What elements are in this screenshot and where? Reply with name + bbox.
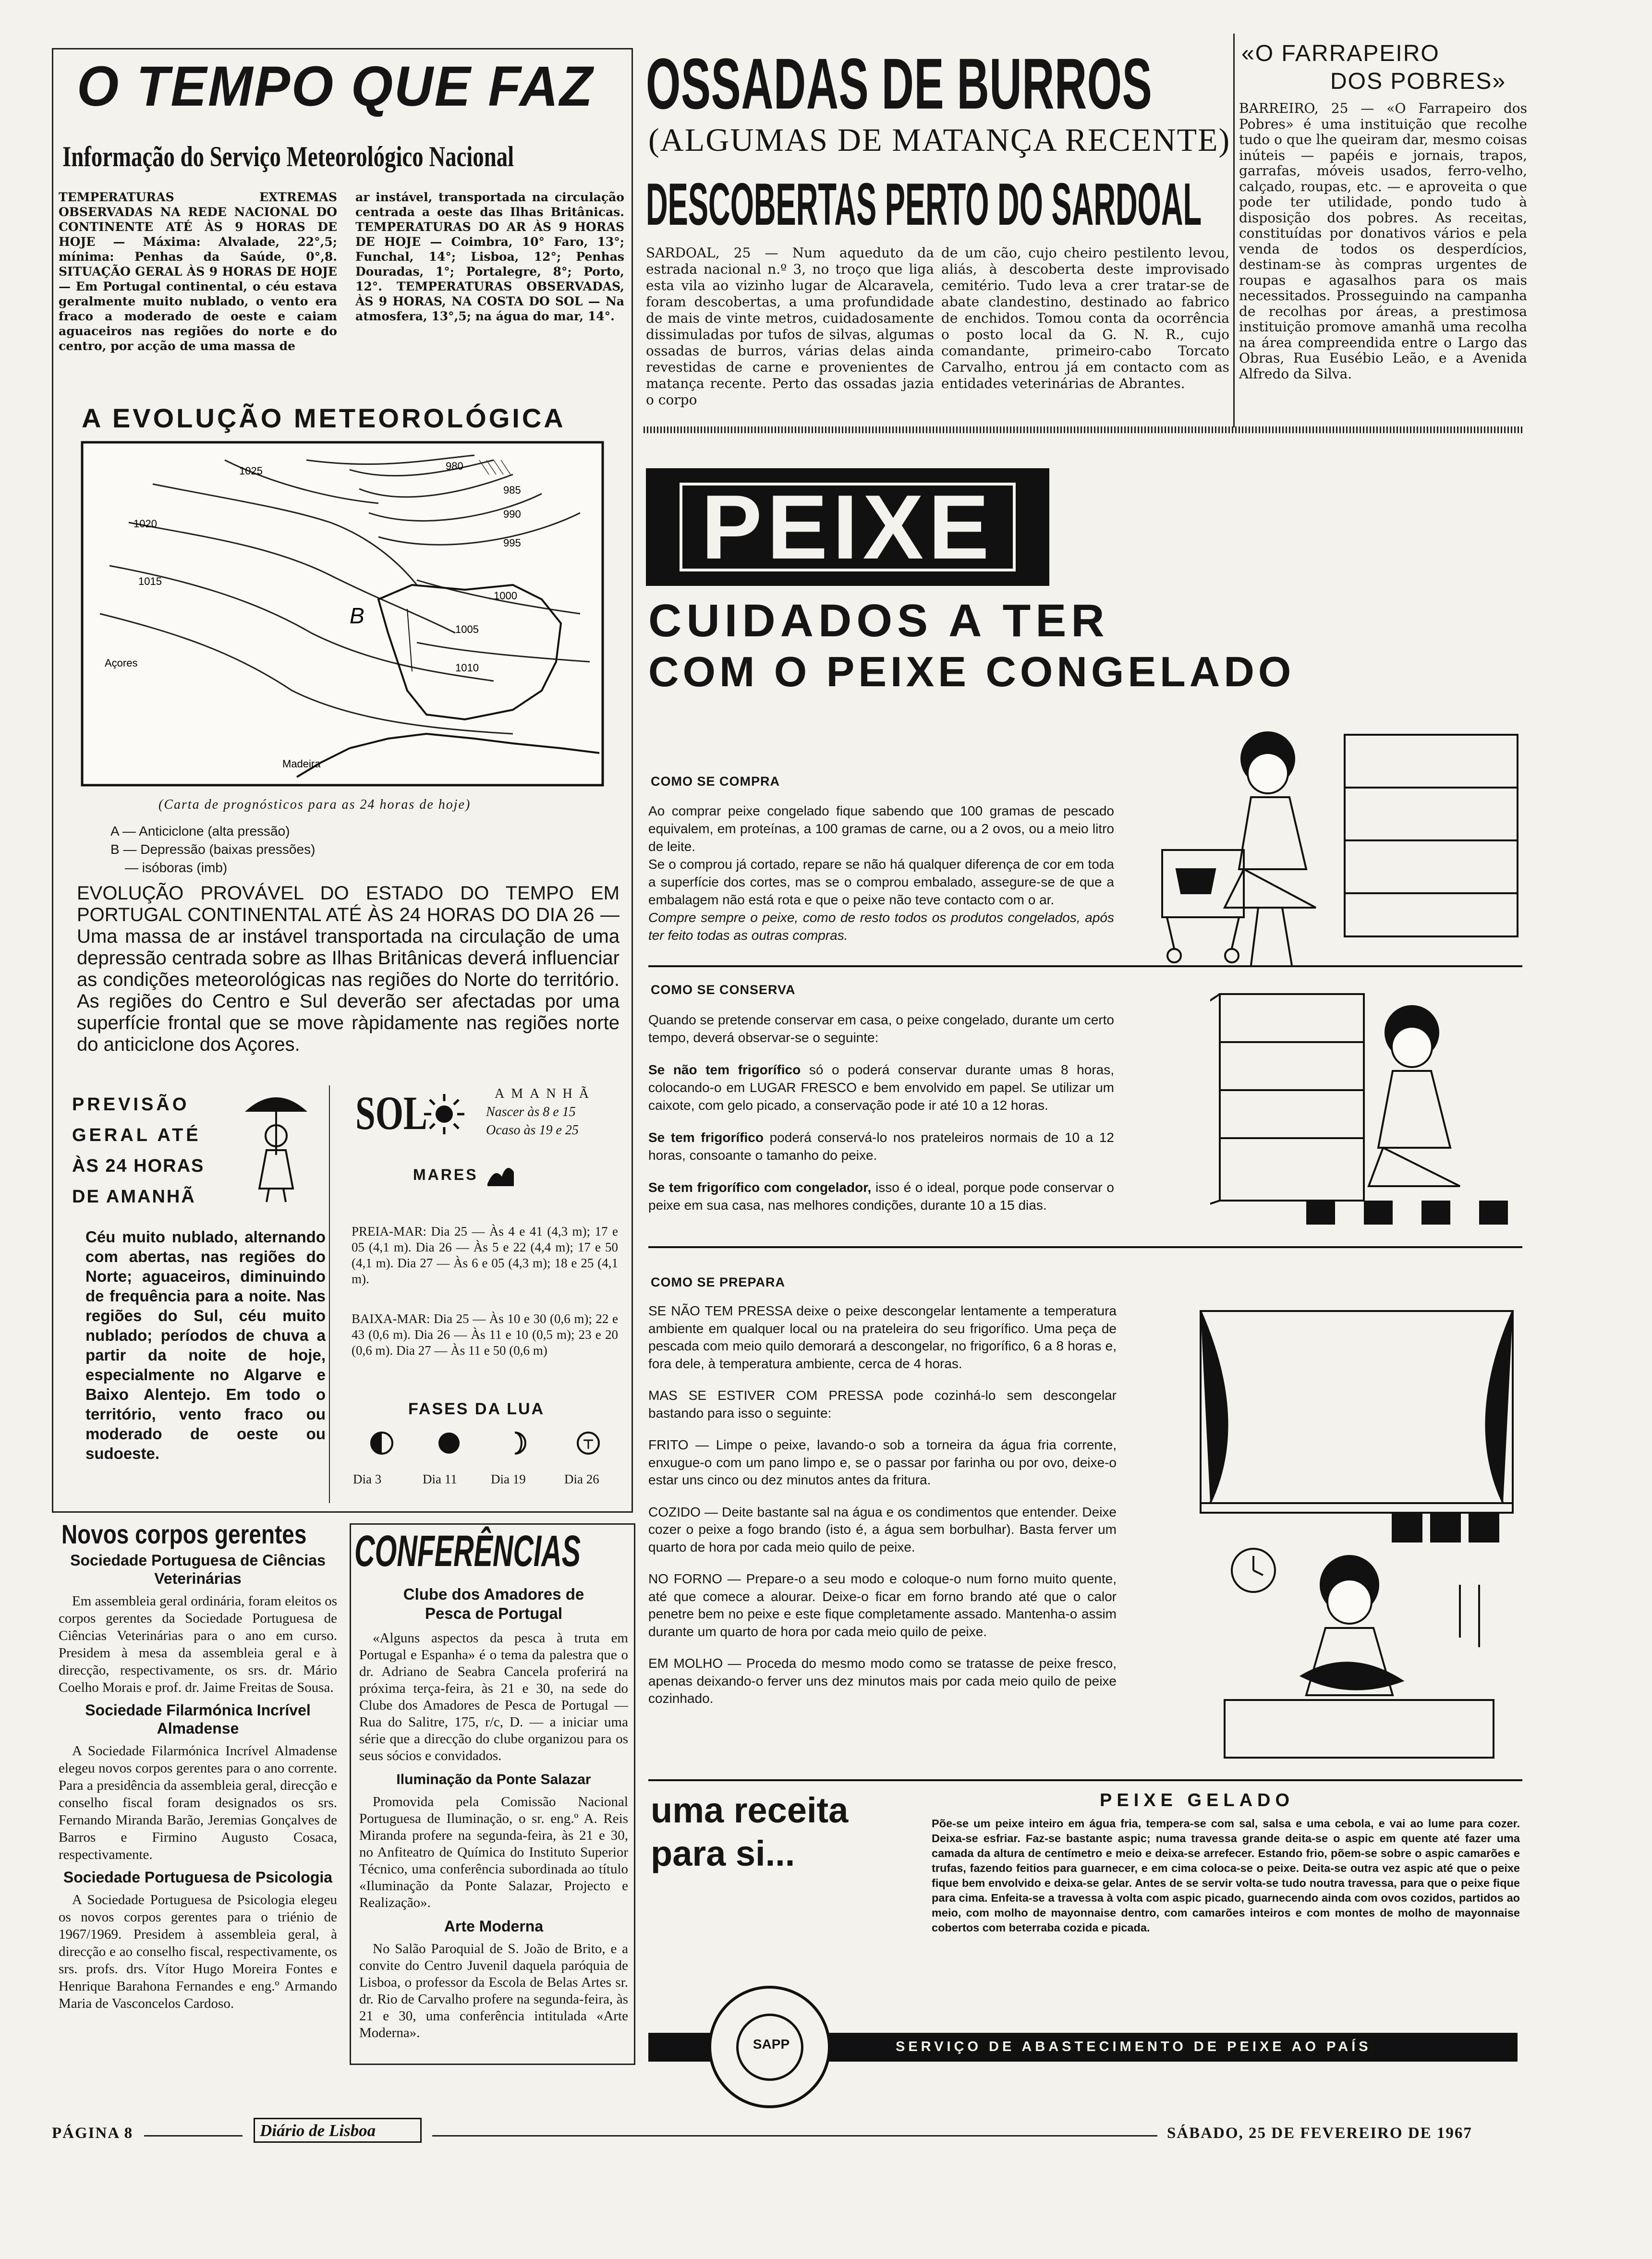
corpos-h2: Sociedade Filarmónica Incrível Almadense bbox=[85, 1701, 311, 1737]
peixe-banner bbox=[646, 468, 1049, 586]
conf-p2: Promovida pela Comissão Nacional Portuguesa de Iluminação, o sr. eng.º A. Reis Miranda profere na segunda-feira, às 21 e 30, no Anfiteatro de Química do Instituto Superior Técnico, uma conferência subordinada ao título «Iluminação da Ponte Salazar, Projecto e Realização». bbox=[359, 1794, 628, 1910]
moon-day-2: Dia 11 bbox=[423, 1472, 457, 1486]
legend-isobars: — isóboras (imb) bbox=[125, 860, 228, 875]
evolution-text: EVOLUÇÃO PROVÁVEL DO ESTADO DO TEMPO EM PORTUGAL CONTINENTAL ATÉ ÀS 24 HORAS DO DIA 26 — Uma massa de ar instável transportada na circulação de uma depressão centrada sobre as Ilhas Britânicas deverá influenciar as condições meteorológicas nas regiões do Norte do território. As regiões do Centro e Sul deverão ser afectadas por uma superfície frontal que se move ràpidamente nas regiões norte do anticiclone dos Açores. bbox=[77, 883, 620, 1055]
weather-title: O TEMPO QUE FAZ bbox=[77, 55, 594, 118]
legend-a: A — Anticiclone (alta pressão) bbox=[110, 824, 290, 838]
conf-p3: No Salão Paroquial de S. João de Brito, e a convite do Centro Juvenil daquela paróquia de Lisboa, o professor da Escola de Belas Artes sr. dr. Rio de Carvalho profere na segunda-feira, às 21 e 30, uma conferência intitulada «Arte Moderna». bbox=[359, 1941, 628, 2040]
moon-day-4: Dia 26 bbox=[564, 1472, 599, 1486]
sunrise-text: Nascer às 8 e 15 bbox=[486, 1105, 576, 1119]
peixe-headline-1: CUIDADOS A TER bbox=[648, 595, 1109, 646]
sapp-slogan: SERVIÇO DE ABASTECIMENTO DE PEIXE AO PAÍS bbox=[896, 2039, 1372, 2054]
forecast-text: Céu muito nublado, alternando com abertas, nas regiões do Norte; aguaceiros, diminuindo de frequência para a noite. Nas regiões do Sul, céu muito nublado; períodos de chuva a partir da noite de hoje, especialmente no Algarve e Baixo Alentejo. Em todo o território, vento fraco ou moderado de oeste ou sudoeste. bbox=[85, 1228, 326, 1462]
moon-phases bbox=[351, 1429, 620, 1496]
s3-title: COMO SE PREPARA bbox=[651, 1275, 786, 1289]
svg-text:1000: 1000 bbox=[494, 590, 517, 602]
conf-h3: Arte Moderna bbox=[444, 1918, 544, 1935]
moon-day-3: Dia 19 bbox=[491, 1472, 526, 1486]
s1-divider bbox=[648, 965, 1522, 967]
fases-lua-label: FASES DA LUA bbox=[408, 1400, 545, 1418]
s1-title: COMO SE COMPRA bbox=[651, 774, 780, 789]
sol-label: SOL bbox=[355, 1086, 428, 1140]
svg-text:1025: 1025 bbox=[239, 465, 263, 477]
crescent-moon-icon bbox=[504, 1429, 533, 1457]
receita-text: Põe-se um peixe inteiro em água fria, tempera-se com sal, salsa e uma cebola, e vai ao lume para cozer. Deixa-se esfriar. Faz-se bastante aspic; numa travessa grande deita-se o aspic em quente até fazer uma camada da altura de centímetro e meio e deixa-se arrefecer. Estando frio, põem-se sobre o aspic camarões e trufas, fazendo feitios para guarnecer, e em cima coloca-se o peixe. Deita-se outra vez aspic até que o peixe fique bem envolvido e deixa-se gelar. Antes de se servir volta-se tudo noutra travessa, para que o peixe fique para cima. Enfeita-se a travessa à volta com aspic picado, guarnecendo ainda com ovos cozidos, partidos ao meio, com molho de mayonnaise dentro, com camarões inteiros e com montes de molho de mayonnaise cobertos com beterraba cozida e picada. bbox=[932, 1817, 1520, 1934]
conferencias-title: CONFERÊNCIAS bbox=[354, 1527, 581, 1576]
corpos-h3: Sociedade Portuguesa de Psicologia bbox=[63, 1869, 333, 1886]
footer-page: PÁGINA 8 bbox=[52, 2125, 134, 2142]
conf-h2: Iluminação da Ponte Salazar bbox=[396, 1772, 591, 1787]
conferencias-body bbox=[359, 1585, 628, 2041]
ossadas-subhead: (ALGUMAS DE MATANÇA RECENTE) bbox=[648, 121, 1231, 158]
footer-rule-left bbox=[144, 2135, 243, 2137]
ossadas-headline: OSSADAS DE BURROS bbox=[646, 43, 1153, 124]
sapp-logo-text: SAPP bbox=[753, 2037, 790, 2052]
map-label-b: B bbox=[350, 603, 364, 628]
map-frame bbox=[82, 442, 603, 785]
weather-subtitle: Informação do Serviço Meteorológico Nacional bbox=[62, 141, 514, 172]
sapp-logo bbox=[708, 1986, 831, 2108]
evolution-heading: A EVOLUÇÃO METEOROLÓGICA bbox=[82, 403, 566, 433]
farrapeiro-title-1: «O FARRAPEIRO bbox=[1241, 41, 1440, 66]
new-moon-icon bbox=[435, 1429, 463, 1457]
legend-b: B — Depressão (baixas pressões) bbox=[110, 842, 316, 857]
column-rule bbox=[1233, 34, 1235, 427]
moon-day-1: Dia 3 bbox=[353, 1472, 382, 1486]
forecast-divider bbox=[329, 1085, 330, 1503]
corpos-title: Novos corpos gerentes bbox=[61, 1519, 307, 1549]
s1-body: Ao comprar peixe congelado fique sabendo que 100 gramas de pescado equivalem, em proteínas, a 100 gramas de carne, ou a 2 ovos, ou a meio litro de leite. Se o comprou já cortado, repare se não há qualquer diferença de cor em toda a superfície dos cortes, mas se o comprou embalado, assegure-se de que a embalagem não está rota e que o peixe não teve contacto com o ar. Compre sempre o peixe, como de resto todos os produtos congelados, após ter feito todas as outras compras. bbox=[648, 803, 1114, 943]
receita-title: PEIXE GELADO bbox=[1100, 1790, 1295, 1810]
receita-label: uma receita para si... bbox=[651, 1790, 849, 1873]
s2-title: COMO SE CONSERVA bbox=[651, 983, 796, 997]
ossadas-col1: SARDOAL, 25 — Num aqueduto da estrada nacional n.º 3, no troço que liga esta vila ao vizinho lugar de Alcaravela, foram descobertas, a uma profundidade de mais de vinte metros, cuidadosamente dissimuladas por tufos de silvas, algumas ossadas de burros, várias delas ainda revestidas de carne e provenientes de matança recente. Perto das ossadas jazia o corpo bbox=[646, 245, 934, 408]
corpos-body bbox=[59, 1551, 337, 2012]
waves-icon bbox=[485, 1157, 519, 1191]
conf-h1: Clube dos Amadores de Pesca de Portugal bbox=[403, 1585, 584, 1622]
footer-masthead bbox=[254, 2118, 422, 2143]
kitchen-illustration bbox=[1191, 1301, 1522, 1762]
map-label-acores: Açores bbox=[105, 657, 138, 669]
svg-text:985: 985 bbox=[503, 484, 521, 496]
farrapeiro-text: BARREIRO, 25 — «O Farrapeiro dos Pobres» é uma instituição que recolhe tudo o que lhe queiram dar, mesmo coisas inúteis — papéis e jornais, trapos, garrafas, móveis usados, ferro-velho, calçado, roupas, etc. — e aproveita o que pode ter utilidade, pondo tudo à disposição dos pobres. As receitas, constituídas por donativos vários e pela venda de todos os desperdícios, destinam-se às compras urgentes de roupas e agasalhos para os mais necessitados. Prosseguindo na campanha de recolhas por áreas, a prestimosa instituição promove amanhã uma recolha na área compreendida entre o Largo das Obras, Rua Eusébio Leão, e a Avenida Alfredo da Silva. bbox=[1239, 100, 1527, 382]
peixe-headline-2: COM O PEIXE CONGELADO bbox=[648, 648, 1295, 695]
svg-text:1005: 1005 bbox=[455, 623, 479, 635]
svg-text:995: 995 bbox=[503, 537, 521, 549]
footer-paper-name: Diário de Lisboa bbox=[260, 2121, 376, 2140]
corpos-p3: A Sociedade Portuguesa de Psicologia elegeu os novos corpos gerentes para o triénio de 1967/1969. Presidem à assembleia geral, à direcção e ao conselho fiscal, respectivamente, os srs. profs. drs. Vítor Hugo Moreira Fontes e Henrique Barahona Fernandes e eng.º Armando Maria de Vasconcelos Cardoso. bbox=[59, 1892, 337, 2011]
map-caption: (Carta de prognósticos para as 24 horas de hoje) bbox=[158, 797, 471, 812]
map-label-madeira: Madeira bbox=[282, 758, 321, 770]
preia-mar-text: PREIA-MAR: Dia 25 — Às 4 e 41 (4,3 m); 17 e 05 (4,1 m). Dia 26 — Às 5 e 22 (4,4 m); 17 e 50 (4,1 m). Dia 27 — Às 6 e 05 (4,3 m); 18 e 25 (4,1 m). bbox=[352, 1224, 618, 1286]
conf-p1: «Alguns aspectos da pesca à truta em Portugal e Espanha» é o tema da palestra que o dr. Adriano de Seabra Cancela proferirá na próxima terça-feira, às 21 e 30, na sede do Clube dos Amadores de Pesca de Portugal — Rua do Salitre, 175, r/c, D. — a iniciar uma série que a direcção do clube organizou para os seus sócios e convidados. bbox=[359, 1630, 628, 1763]
footer-rule-right bbox=[432, 2135, 1157, 2137]
corpos-h1: Sociedade Portuguesa de Ciências Veterinárias bbox=[70, 1552, 326, 1587]
farrapeiro-title-2: DOS POBRES» bbox=[1330, 69, 1506, 94]
moon-quarter-icon bbox=[367, 1429, 396, 1457]
full-moon-icon bbox=[574, 1429, 603, 1457]
ossadas-col2: de um cão, cujo cheiro pestilento levou, aliás, à descoberta deste improvisado cemitério. Tudo leva a crer tratar-se de abate clandestino, destinado ao fabrico de enchidos. Tomou conta da ocorrência o posto local da G. N. R., cujo comandante, primeiro-cabo Torcato Carvalho, entrou já em contacto com as entidades veterinárias de Abrantes. bbox=[941, 245, 1229, 391]
shopper-illustration bbox=[1148, 706, 1522, 975]
baixa-mar-text: BAIXA-MAR: Dia 25 — Às 10 e 30 (0,6 m); 22 e 43 (0,6 m). Dia 26 — Às 11 e 10 (0,5 m); 23 e 20 (0,6 m). Dia 27 — Às 11 e 50 (0,6 m) bbox=[352, 1312, 618, 1358]
sun-icon bbox=[423, 1093, 466, 1136]
corpos-p2: A Sociedade Filarmónica Incrível Almadense elegeu novos corpos gerentes para o ano corrente. Para a presidência da assembleia geral, direcção e conselho fiscal foram designados os srs. Fernando Miranda Barão, Jeremias Gonçalves de Barros e Firmino Augusto Cosaca, respectivamente. bbox=[59, 1743, 337, 1862]
mares-label: MARES bbox=[413, 1166, 478, 1183]
s3-divider bbox=[648, 1779, 1522, 1781]
svg-text:990: 990 bbox=[503, 508, 521, 520]
s3-body: SE NÃO TEM PRESSA deixe o peixe descongelar lentamente a temperatura ambiente em qualquer local ou na prateleira do seu frigorífico. Uma peça de pescada com meio quilo demorará a descongelar, no frigorífico, 6 a 8 horas e, fora dele, à temperatura ambiente, cerca de 4 horas. MAS SE ESTIVER COM PRESSA pode cozinhá-lo sem descongelar bastando para isso o seguinte: FRITO — Limpe o peixe, lavando-o sob a torneira da água fria corrente, enxugue-o com um pano limpo e, se o passar por farinha ou por ovo, deixe-o estar uns cinco ou dez minutos antes da fritura. COZIDO — Deite bastante sal na água e os condimentos que entender. Deixe cozer o peixe a fogo brando (isto é, a água sem borbulhar). Basta ferver um quarto de hora por cada meio quilo de peixe. NO FORNO — Prepare-o a seu modo e coloque-o num forno muito quente, até que comece a alourar. Deixe-o ficar em forno brando até que o calor penetre bem no peixe e este fique completamente assado. Mantenha-o assim durante um quarto de hora por cada meio quilo de peixe. EM MOLHO — Proceda do mesmo modo como se tratasse de peixe fresco, apenas deixando-o ferver uns dez minutos mais por cada meio quilo de peixe cozinhado. bbox=[648, 1303, 1117, 1706]
peixe-banner-text: PEIXE bbox=[701, 476, 994, 578]
svg-text:980: 980 bbox=[446, 460, 463, 472]
svg-text:1020: 1020 bbox=[134, 518, 157, 530]
top-divider bbox=[644, 426, 1522, 433]
weather-text-col2: ar instável, transportada na circulação centrada a oeste das Ilhas Britânicas. TEMPERATURAS DO AR ÀS 9 HORAS DE HOJE — Coimbra, 10° Faro, 13°; Funchal, 14°; Lisboa, 12°; Penhas Douradas, 1°; Portalegre, 8°; Porto, 12°. TEMPERATURAS OBSERVADAS, ÀS 9 HORAS, NA COSTA DO SOL — Na atmosfera, 13°,5; na água do mar, 14°. bbox=[355, 190, 624, 323]
weather-map bbox=[81, 441, 604, 787]
corpos-p1: Em assembleia geral ordinária, foram eleitos os corpos gerentes da Sociedade Portuguesa de Ciências Veterinárias para o ano em curso. Presidem à mesa da assembleia geral e à direcção, respectivamente, os srs. dr. Mário Coelho Morais e prof. dr. Jaime Freitas de Sousa. bbox=[59, 1593, 337, 1695]
forecast-heading: PREVISÃO GERAL ATÉ ÀS 24 HORAS DE AMANHÃ bbox=[72, 1094, 205, 1207]
s2-body: Quando se pretende conservar em casa, o peixe congelado, durante um certo tempo, deverá observar-se o seguinte: Se não tem frigorífico só o poderá conservar durante umas 8 horas, colocando-o em LUGAR FRESCO e bem envolvido em papel. Se utilizar um caixote, com gelo picado, a conservação pode ir até 10 a 12 horas. Se tem frigorífico poderá conservá-lo nos prateleiros normais de 10 a 12 horas, consoante o tamanho do peixe. Se tem frigorífico com congelador, isso é o ideal, porque pode conservar o peixe em sua casa, nas melhores condições, durante 10 a 15 dias. bbox=[648, 1012, 1114, 1213]
fridge-illustration bbox=[1210, 975, 1518, 1225]
amanha-label: AMANHÃ bbox=[495, 1086, 595, 1101]
weather-text-col1: TEMPERATURAS EXTREMAS OBSERVADAS NA REDE NACIONAL DO CONTINENTE ATÉ ÀS 9 HORAS DE HOJE — Máxima: Alvalade, 22°,5; mínima: Penhas da Saúde, 0°,8. SITUAÇÃO GERAL ÀS 9 HORAS DE HOJE — Em Portugal continental, o céu estava geralmente muito nublado, o vento era fraco a moderado de oeste e caiam aguaceiros nas regiões do norte e do centro, por acção de uma massa de bbox=[59, 190, 337, 353]
sunset-text: Ocaso às 19 e 25 bbox=[486, 1123, 579, 1138]
footer-date: SÁBADO, 25 DE FEVEREIRO DE 1967 bbox=[1167, 2125, 1472, 2142]
svg-text:1015: 1015 bbox=[138, 575, 162, 587]
svg-text:1010: 1010 bbox=[455, 662, 479, 674]
s2-divider bbox=[648, 1246, 1522, 1248]
ossadas-headline2: DESCOBERTAS PERTO DO SARDOAL bbox=[646, 171, 1202, 238]
umbrella-figure-icon bbox=[240, 1083, 312, 1203]
map-legend bbox=[110, 822, 315, 877]
